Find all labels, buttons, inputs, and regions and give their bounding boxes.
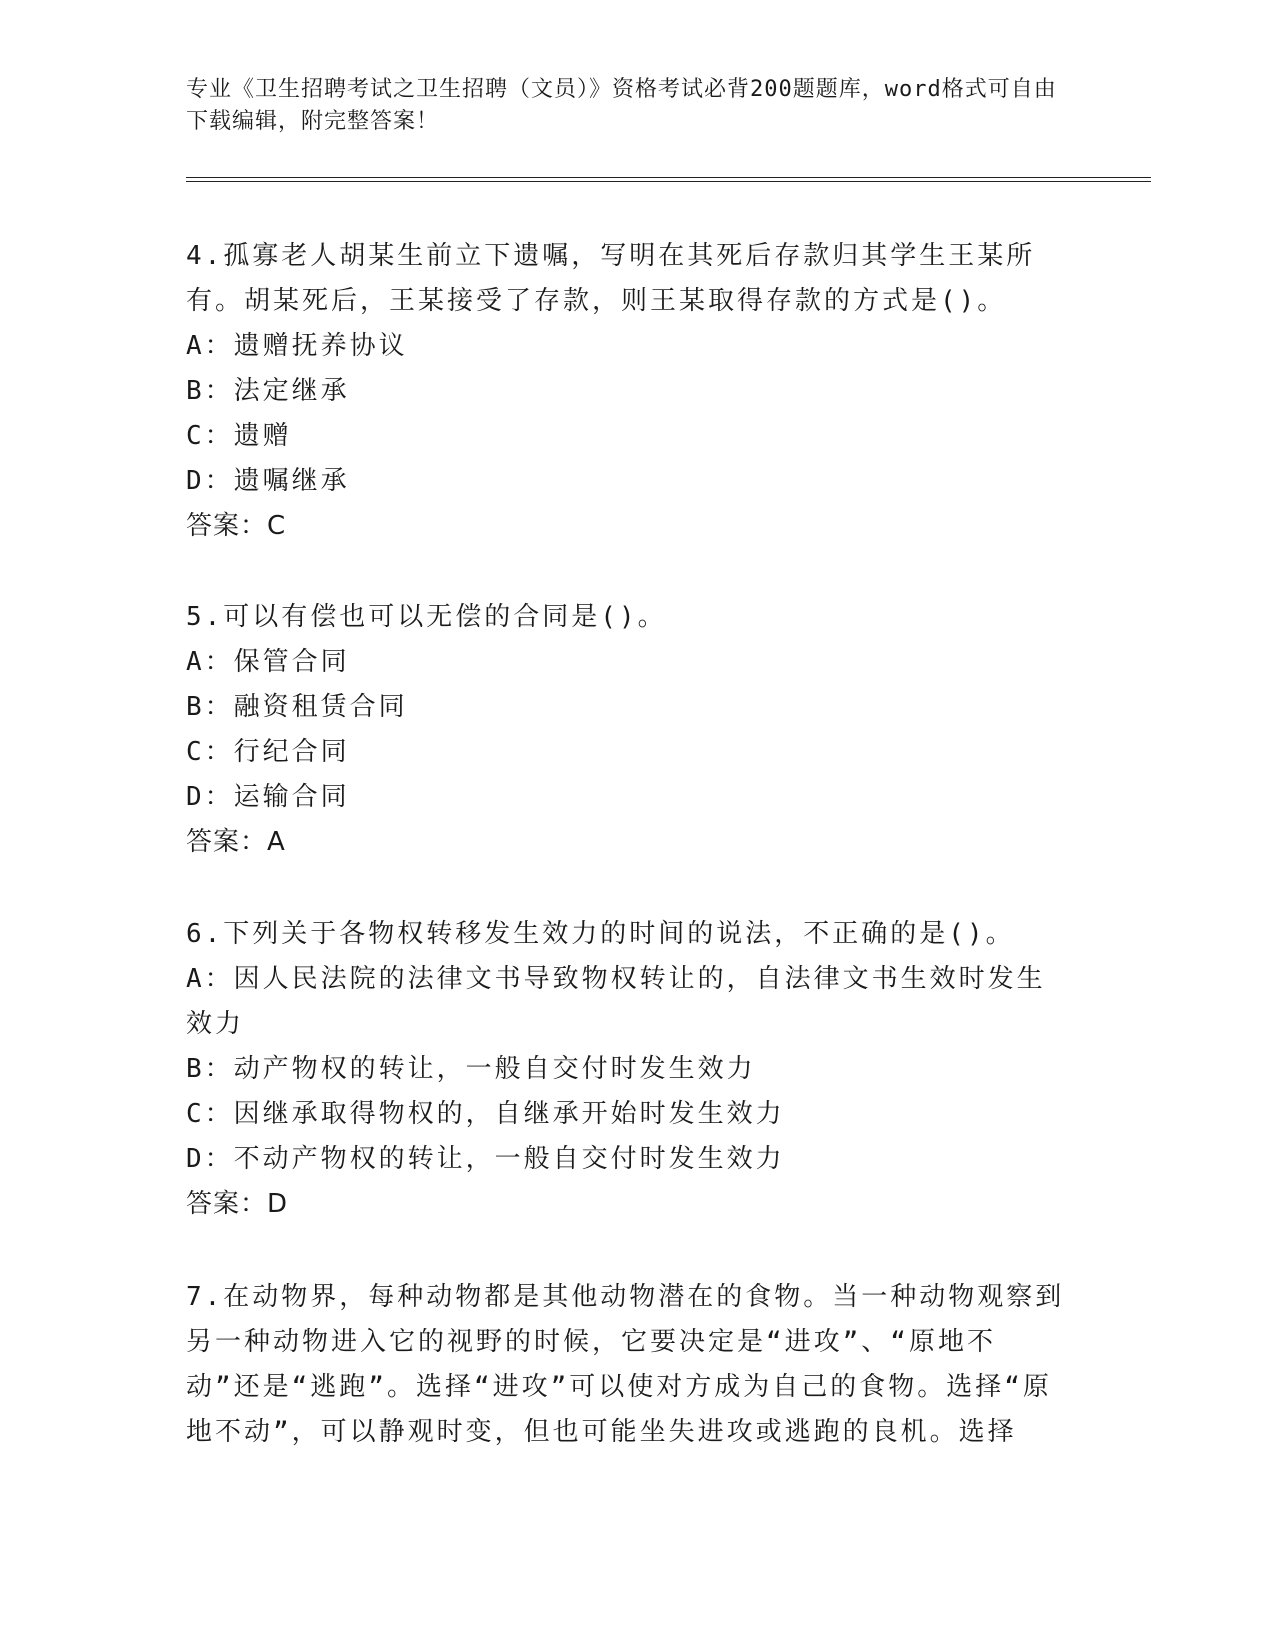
option-a: A：因人民法院的法律文书导致物权转让的，自法律文书生效时发生效力 bbox=[186, 964, 1046, 1039]
option-b: B：融资租赁合同 bbox=[186, 692, 408, 722]
question-4 bbox=[186, 234, 1066, 549]
question-stem: 6.下列关于各物权转移发生效力的时间的说法，不正确的是()。 bbox=[186, 919, 1015, 949]
document-header: 专业《卫生招聘考试之卫生招聘（文员）》资格考试必背200题题库，word格式可自由下载编辑，附完整答案！ bbox=[186, 77, 1057, 134]
option-a: A：保管合同 bbox=[186, 647, 350, 677]
answer: 答案：D bbox=[186, 1189, 289, 1219]
question-stem: 5.可以有偿也可以无偿的合同是()。 bbox=[186, 602, 667, 632]
question-stem: 7.在动物界，每种动物都是其他动物潜在的食物。当一种动物观察到另一种动物进入它的视野的时候，它要决定是“进攻”、“原地不动”还是“逃跑”。选择“进攻”可以使对方成为自己的食物。选择“原地不动”，可以静观时变，但也可能坐失进攻或逃跑的良机。选择 bbox=[186, 1282, 1065, 1447]
option-c: C：因继承取得物权的，自继承开始时发生效力 bbox=[186, 1099, 785, 1129]
option-c: C：行纪合同 bbox=[186, 737, 350, 767]
option-b: B：动产物权的转让，一般自交付时发生效力 bbox=[186, 1054, 756, 1084]
option-a: A：遗赠抚养协议 bbox=[186, 331, 408, 361]
option-d: D：不动产物权的转让，一般自交付时发生效力 bbox=[186, 1144, 785, 1174]
option-b: B：法定继承 bbox=[186, 376, 350, 406]
question-7 bbox=[186, 1275, 1066, 1455]
question-stem: 4.孤寡老人胡某生前立下遗嘱，写明在其死后存款归其学生王某所有。胡某死后，王某接受了存款，则王某取得存款的方式是()。 bbox=[186, 241, 1036, 316]
question-5 bbox=[186, 595, 1066, 865]
option-c: C：遗赠 bbox=[186, 421, 292, 451]
option-d: D：遗嘱继承 bbox=[186, 466, 350, 496]
header-divider-bottom bbox=[186, 181, 1151, 182]
header-divider-top bbox=[186, 177, 1151, 178]
question-6 bbox=[186, 912, 1066, 1227]
option-d: D：运输合同 bbox=[186, 782, 350, 812]
answer: 答案：A bbox=[186, 827, 286, 857]
answer: 答案：C bbox=[186, 511, 287, 541]
